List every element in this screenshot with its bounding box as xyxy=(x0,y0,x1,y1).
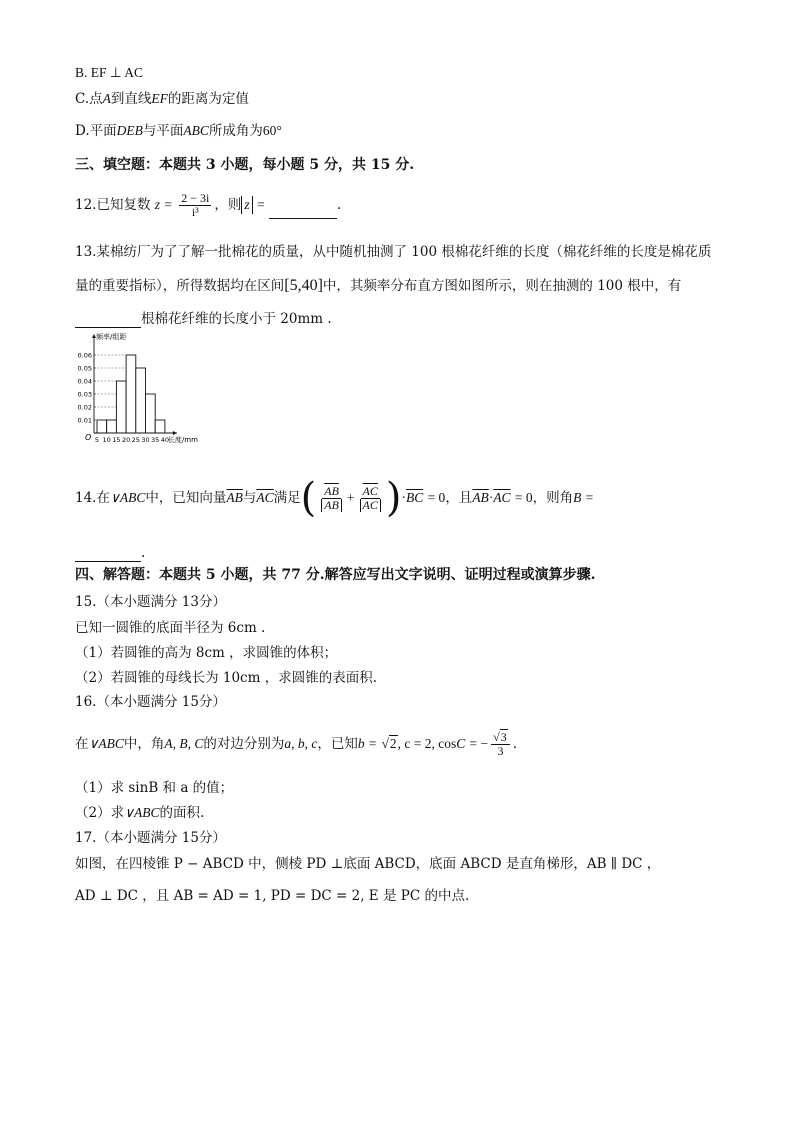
question-13-line-1: 13.某棉纺厂为了了解一批棉花的质量，从中随机抽测了 100 根棉花纤维的长度（棉花纤维的长度是棉花质 xyxy=(75,244,712,260)
question-15-header: 15.（本小题满分 13分） xyxy=(75,594,226,610)
section-3-title: 三、填空题：本题共 3 小题，每小题 5 分，共 15 分. xyxy=(75,157,415,173)
unit-vector-ab: $\frac{\overline{AB}}{AB}$ xyxy=(319,485,344,512)
fraction: $\frac{2 - 3i}{\text{i³}}$ xyxy=(181,191,210,219)
x-tick-label: 10 xyxy=(102,436,111,444)
question-15-stem: 已知一圆锥的底面半径为 6cm . xyxy=(75,620,266,636)
y-tick-label: 0.05 xyxy=(77,364,92,373)
question-14: 14.在 ∨ABC 中，已知向量 $\overline{AB}$ 与 $\overline{AC}$ 满足 ( $\frac{\overline{AB}}{AB}$ + $\frac{\overline{AC}}{AC}$ ) · $\overline{BC}$ = 0 ，且 $\overline{AB}$ · $\overline{AC}$ = 0 ，则角 B = xyxy=(75,475,594,521)
question-13-line-2: 量的重要指标），所得数据均在区间[5,40]中，其频率分布直方图如图所示，则在抽测的 100 根中，有 xyxy=(75,277,682,294)
left-paren: ( xyxy=(300,475,317,521)
histogram-bar xyxy=(126,355,136,433)
question-16-part-1: （1）求 sinB 和 a 的值； xyxy=(75,780,234,796)
x-tick-label: 25 xyxy=(131,436,140,444)
y-axis-label: 频率/组距 xyxy=(96,333,127,341)
origin-label: O xyxy=(85,433,92,442)
x-tick-label: 15 xyxy=(112,436,121,444)
y-tick-label: 0.01 xyxy=(77,416,92,425)
y-tick-label: 0.03 xyxy=(77,390,92,399)
answer-blank[interactable] xyxy=(75,313,141,328)
question-14-answer: . xyxy=(75,544,145,562)
x-tick-label: 30 xyxy=(141,436,150,444)
question-17-line-2: AD ⊥ DC ，且 AB = AD = 1, PD = DC = 2, E 是 PC 的中点. xyxy=(75,888,470,904)
question-17-header: 17.（本小题满分 15分） xyxy=(75,830,226,846)
sqrt-2: √2 xyxy=(381,736,397,751)
x-tick-label: 5 xyxy=(94,436,100,444)
histogram-bar xyxy=(136,368,146,433)
question-16-stem: 在 ∨ABC 中，角 A, B, C 的对边分别为 a, b, c ，已知 b = √2 , c = 2, cos C = − $\frac{√3}{3}$ . xyxy=(75,729,518,758)
question-15-part-1: （1）若圆锥的高为 8cm ，求圆锥的体积； xyxy=(75,645,338,661)
section-4-title: 四、解答题：本题共 5 小题，共 77 分.解答应写出文字说明、证明过程或演算步骤. xyxy=(75,567,596,583)
histogram-bar xyxy=(146,394,156,433)
unit-vector-ac: $\frac{\overline{AC}}{AC}$ xyxy=(358,485,383,512)
histogram-bar xyxy=(116,381,126,433)
option-b: B. EF ⊥ AC xyxy=(75,65,144,80)
option-d: D.平面DEB与平面ABC所成角为60° xyxy=(75,123,282,139)
right-paren: ) xyxy=(385,475,402,521)
frequency-histogram xyxy=(68,330,238,455)
y-tick-label: 0.04 xyxy=(77,377,92,386)
answer-blank[interactable] xyxy=(269,204,337,219)
x-axis-label: 长度/mm xyxy=(167,436,198,444)
question-17-line-1: 如图，在四棱锥 P − ABCD 中，侧棱 PD ⊥底面 ABCD，底面 ABCD 是直角梯形，AB ∥ DC ， xyxy=(75,856,661,872)
question-16-part-2: （2）求∨ABC的面积. xyxy=(75,805,205,821)
question-16-header: 16.（本小题满分 15分） xyxy=(75,694,226,710)
histogram-bar xyxy=(97,420,107,433)
x-tick-label: 20 xyxy=(121,436,131,444)
option-c: C.点A到直线EF的距离为定值 xyxy=(75,91,249,107)
histogram-bar xyxy=(107,420,117,433)
x-axis-arrow xyxy=(173,431,177,435)
histogram-bar xyxy=(155,420,165,433)
answer-blank[interactable] xyxy=(75,547,141,562)
question-15-part-2: （2）若圆锥的母线长为 10cm ，求圆锥的表面积. xyxy=(75,670,378,686)
question-12: 12.已知复数 z = $\frac{2 - 3i}{\text{i³}}$ ，则 z = . xyxy=(75,191,342,219)
y-tick-label: 0.02 xyxy=(77,403,92,412)
question-13-line-3: 根棉花纤维的长度小于 20mm . xyxy=(75,310,332,328)
y-tick-label: 0.06 xyxy=(77,351,92,360)
x-tick-label: 35 xyxy=(151,436,160,444)
fraction-sqrt3-over-3: $\frac{√3}{3}$ xyxy=(491,731,510,758)
x-tick-label: 40 xyxy=(160,436,170,444)
